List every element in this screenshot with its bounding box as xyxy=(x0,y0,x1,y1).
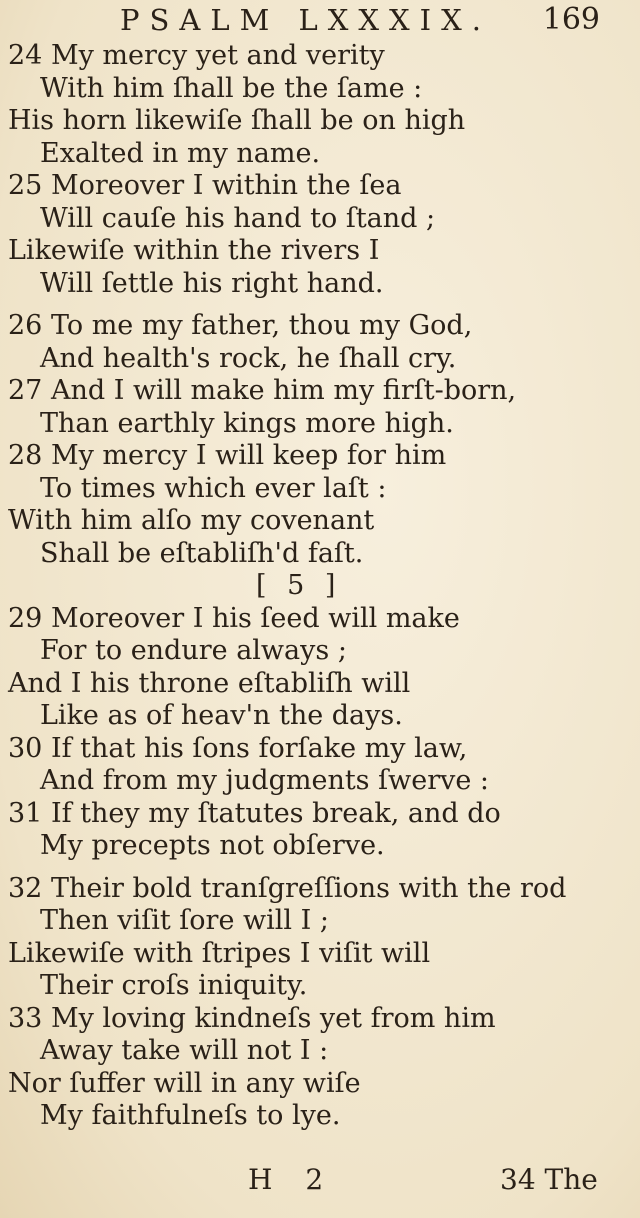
verse-line: To times which ever laſt : xyxy=(40,472,387,504)
verse-line: My faithfulneſs to lye. xyxy=(40,1100,341,1131)
verse-line: 32 Their bold tranſgreſſions with the rod xyxy=(8,872,567,904)
verse-line: Exalted in my name. xyxy=(40,137,321,169)
verse-line: Likewiſe within the rivers I xyxy=(8,235,380,266)
verse-line: 29 Moreover I his ſeed will make xyxy=(8,602,460,634)
catchword: 34 The xyxy=(500,1163,598,1196)
page-footer xyxy=(0,1160,640,1200)
verse-line: With him ſhall be the ſame : xyxy=(40,72,423,104)
verse-line: Will ſettle his right hand. xyxy=(40,267,384,299)
verse-line: 31 If they my ſtatutes break, and do xyxy=(8,797,501,829)
verse-line: Than earthly kings more high. xyxy=(40,407,454,439)
running-head: PSALM LXXXIX. xyxy=(120,3,492,37)
verse-line: With him alſo my covenant xyxy=(8,505,375,536)
verse-line: 24 My mercy yet and verity xyxy=(8,40,385,71)
verse-line: Their croſs iniquity. xyxy=(40,970,308,1001)
signature-mark: H 2 xyxy=(248,1163,336,1196)
verse-line: For to endure always ; xyxy=(40,635,347,666)
verse-line: Likewiſe with ſtripes I viſit will xyxy=(8,937,431,969)
verse-line: 27 And I will make him my firſt-born, xyxy=(8,375,517,406)
page-header xyxy=(0,2,640,40)
verse-line: And I his throne eſtabliſh will xyxy=(8,667,411,699)
psalm-text xyxy=(8,40,618,1133)
verse-line: Will cauſe his hand to ſtand ; xyxy=(40,202,436,234)
verse-line: And from my judgments ſwerve : xyxy=(40,765,490,796)
verse-line: Shall be eſtabliſh'd faſt. xyxy=(40,537,364,569)
verse-line: My precepts not obſerve. xyxy=(40,830,385,861)
verse-line: And health's rock, he ſhall cry. xyxy=(40,342,457,374)
verse-line: 28 My mercy I will keep for him xyxy=(8,440,447,471)
verse-line: 30 If that his ſons forſake my law, xyxy=(8,732,468,764)
section-number: [ 5 ] xyxy=(256,570,342,601)
page-number: 169 xyxy=(542,2,600,37)
verse-line: 25 Moreover I within the ſea xyxy=(8,170,402,201)
verse-line: 33 My loving kindneſs yet from him xyxy=(8,1002,496,1034)
verse-line: Away take will not I : xyxy=(40,1035,329,1066)
verse-line: 26 To me my father, thou my God, xyxy=(8,310,473,341)
verse-line: Like as of heav'n the days. xyxy=(40,700,403,731)
verse-line: Then viſit ſore will I ; xyxy=(40,905,329,936)
verse-line: Nor ſuffer will in any wiſe xyxy=(8,1067,361,1099)
verse-line: His horn likewiſe ſhall be on high xyxy=(8,105,466,136)
